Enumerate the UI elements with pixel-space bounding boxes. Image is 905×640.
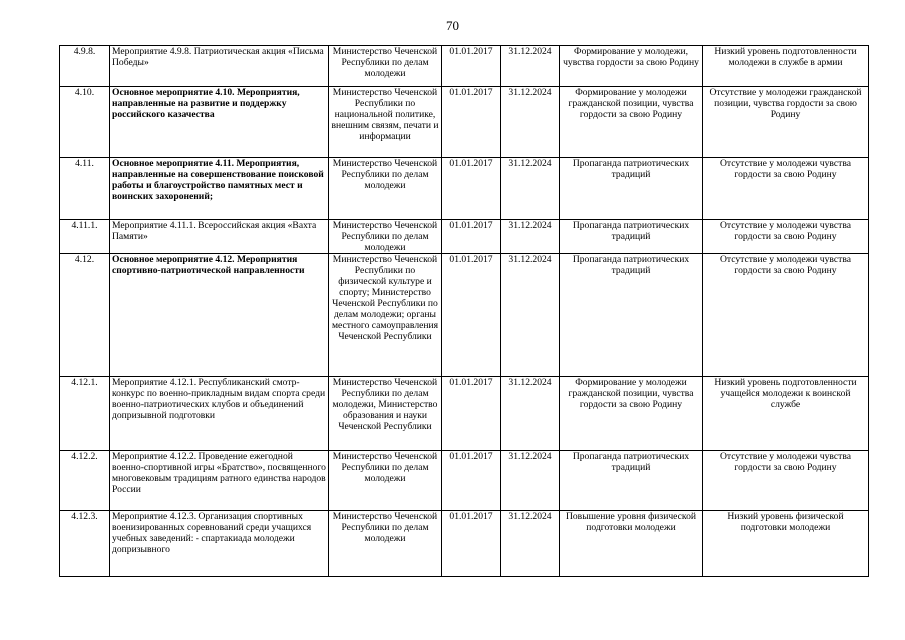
table-row <box>60 511 869 577</box>
start-date-cell: 01.01.2017 <box>442 377 501 451</box>
executor-cell: Министерство Чеченской Республики по делам молодежи <box>329 451 442 511</box>
expected-result-cell: Пропаганда патриотических традиций <box>560 158 703 220</box>
expected-result-cell: Пропаганда патриотических традиций <box>560 254 703 377</box>
problem-cell: Отсутствие у молодежи чувства гордости за свою Родину <box>703 451 869 511</box>
end-date-cell: 31.12.2024 <box>501 220 560 254</box>
expected-result-cell: Формирование у молодежи, чувства гордости за свою Родину <box>560 46 703 87</box>
start-date-cell: 01.01.2017 <box>442 158 501 220</box>
executor-cell: Министерство Чеченской Республики по делам молодежи <box>329 46 442 87</box>
expected-result-cell: Пропаганда патриотических традиций <box>560 220 703 254</box>
end-date-cell: 31.12.2024 <box>501 158 560 220</box>
end-date-cell: 31.12.2024 <box>501 46 560 87</box>
executor-cell: Министерство Чеченской Республики по делам молодежи <box>329 220 442 254</box>
table-row <box>60 220 869 254</box>
expected-result-cell: Формирование у молодежи гражданской позиции, чувства гордости за свою Родину <box>560 87 703 158</box>
start-date-cell: 01.01.2017 <box>442 451 501 511</box>
activity-name-cell: Основное мероприятие 4.10. Мероприятия, направленные на развитие и поддержку российского казачества <box>110 87 329 158</box>
activity-name-cell: Мероприятие 4.12.1. Республиканский смотр-конкурс по военно-прикладным видам спорта среди военно-патриотических клубов и объединений допризывной подготовки <box>110 377 329 451</box>
problem-cell: Низкий уровень подготовленности молодежи в службе в армии <box>703 46 869 87</box>
activities-table <box>59 45 869 577</box>
activity-name-cell: Мероприятие 4.12.2. Проведение ежегодной военно-спортивной игры «Братство», посвященного многовековым традициям ратного единства народов России <box>110 451 329 511</box>
table-row <box>60 158 869 220</box>
activity-name-cell: Мероприятие 4.12.3. Организация спортивных военизированных соревнований среди учащихся учебных заведений: - спартакиада молодежи допризывного <box>110 511 329 577</box>
end-date-cell: 31.12.2024 <box>501 87 560 158</box>
problem-cell: Отсутствие у молодежи чувства гордости за свою Родину <box>703 220 869 254</box>
activity-name-cell: Мероприятие 4.9.8. Патриотическая акция «Письма Победы» <box>110 46 329 87</box>
end-date-cell: 31.12.2024 <box>501 451 560 511</box>
table-row <box>60 254 869 377</box>
row-number-cell: 4.11.1. <box>60 220 110 254</box>
start-date-cell: 01.01.2017 <box>442 254 501 377</box>
row-number-cell: 4.11. <box>60 158 110 220</box>
executor-cell: Министерство Чеченской Республики по делам молодежи <box>329 158 442 220</box>
row-number-cell: 4.12. <box>60 254 110 377</box>
start-date-cell: 01.01.2017 <box>442 511 501 577</box>
problem-cell: Отсутствие у молодежи чувства гордости за свою Родину <box>703 158 869 220</box>
executor-cell: Министерство Чеченской Республики по делам молодежи, Министерство образования и науки Чеченской Республики <box>329 377 442 451</box>
row-number-cell: 4.12.2. <box>60 451 110 511</box>
row-number-cell: 4.12.3. <box>60 511 110 577</box>
table-row <box>60 451 869 511</box>
executor-cell: Министерство Чеченской Республики по делам молодежи <box>329 511 442 577</box>
row-number-cell: 4.9.8. <box>60 46 110 87</box>
start-date-cell: 01.01.2017 <box>442 220 501 254</box>
expected-result-cell: Формирование у молодежи гражданской позиции, чувства гордости за свою Родину <box>560 377 703 451</box>
activity-name-cell: Основное мероприятие 4.11. Мероприятия, направленные на совершенствование поисковой работы и благоустройство памятных мест и воинских захоронений; <box>110 158 329 220</box>
activity-name-cell: Основное мероприятие 4.12. Мероприятия спортивно-патриотической направленности <box>110 254 329 377</box>
problem-cell: Низкий уровень физической подготовки молодежи <box>703 511 869 577</box>
row-number-cell: 4.10. <box>60 87 110 158</box>
activity-name-cell: Мероприятие 4.11.1. Всероссийская акция «Вахта Памяти» <box>110 220 329 254</box>
row-number-cell: 4.12.1. <box>60 377 110 451</box>
expected-result-cell: Пропаганда патриотических традиций <box>560 451 703 511</box>
end-date-cell: 31.12.2024 <box>501 511 560 577</box>
start-date-cell: 01.01.2017 <box>442 87 501 158</box>
problem-cell: Низкий уровень подготовленности учащейся молодежи к воинской службе <box>703 377 869 451</box>
executor-cell: Министерство Чеченской Республики по национальной политике, внешним связям, печати и информации <box>329 87 442 158</box>
problem-cell: Отсутствие у молодежи чувства гордости за свою Родину <box>703 254 869 377</box>
table-row <box>60 46 869 87</box>
end-date-cell: 31.12.2024 <box>501 377 560 451</box>
expected-result-cell: Повышение уровня физической подготовки молодежи <box>560 511 703 577</box>
executor-cell: Министерство Чеченской Республики по физической культуре и спорту; Министерство Чеченской Республики по делам молодежи; органы местного самоуправления Чеченской Республики <box>329 254 442 377</box>
problem-cell: Отсутствие у молодежи гражданской позиции, чувства гордости за свою Родину <box>703 87 869 158</box>
end-date-cell: 31.12.2024 <box>501 254 560 377</box>
table-row <box>60 87 869 158</box>
page-number: 70 <box>446 18 459 33</box>
start-date-cell: 01.01.2017 <box>442 46 501 87</box>
table-row <box>60 377 869 451</box>
